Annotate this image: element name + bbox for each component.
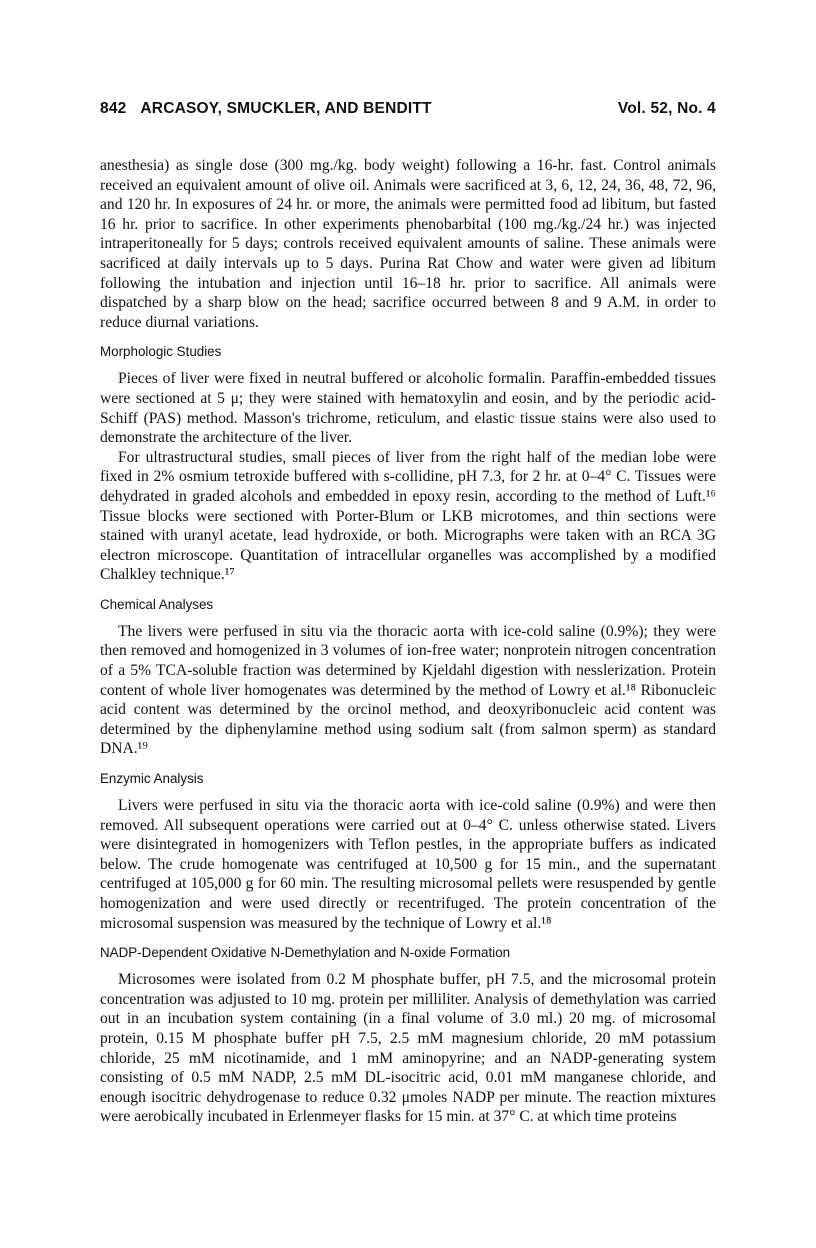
paragraph-histology: Pieces of liver were fixed in neutral buffered or alcoholic formalin. Paraffin-embedded tissues were sectioned at 5 μ; they were stained with hematoxylin and eosin, and by the periodic acid-Schiff (PAS) method. Masson's trichrome, reticulum, and elastic tissue stains were also used to demonstrate the architecture of the liver. [100, 370, 716, 447]
paragraph-continued: anesthesia) as single dose (300 mg./kg. body weight) following a 16-hr. fast. Control animals received an equivalent amount of olive oil. Animals were sacrificed at 3, 6, 12, 24, 36, 48, 72, 96, and 120 hr. In exposures of 24 hr. or more, the animals were permitted food ad libitum, but fasted 16 hr. prior to sacrifice. In other experiments phenobarbital (100 mg./kg./24 hr.) was injected intraperitoneally for 5 days; controls received equivalent amounts of saline. These animals were sacrificed at daily intervals up to 5 days. Purina Rat Chow and water were given ad libitum following the intubation and injection until 16–18 hr. prior to sacrifice. All animals were dispatched by a sharp blow on the head; sacrifice occurred between 8 and 9 A.M. in order to reduce diurnal variations. [100, 157, 716, 331]
paragraph-enzymic-analysis: Livers were perfused in situ via the thoracic aorta with ice-cold saline (0.9%) and were then removed. All subsequent operations were carried out at 0–4° C. unless otherwise stated. Livers were disintegrated in homogenizers with Teflon pestles, in the appropriate buffers as indicated below. The crude homogenate was centrifuged at 10,500 g for 15 min., and the supernatant centrifuged at 105,000 g for 60 min. The resulting microsomal pellets were resuspended by gentle homogenization and were used directly or recentrifuged. The protein concentration of the microsomal suspension was measured by the technique of Lowry et al.¹⁸ [100, 797, 716, 932]
heading-enzymic-analysis: Enzymic Analysis [100, 771, 204, 787]
paragraph-ultrastructure: For ultrastructural studies, small pieces of liver from the right half of the median lobe were fixed in 2% osmium tetroxide buffered with s-collidine, pH 7.3, for 2 hr. at 0–4° C. Tissues were dehydrated in graded alcohols and embedded in epoxy resin, according to the method of Luft.¹⁶ Tissue blocks were sectioned with Porter-Blum or LKB microtomes, and thin sections were stained with uranyl acetate, lead hydroxide, or both. Micrographs were taken with an RCA 3G electron microscope. Quantitation of intracellular organelles was accomplished by a modified Chalkley technique.¹⁷ [100, 448, 716, 584]
heading-morphologic-studies: Morphologic Studies [100, 344, 222, 360]
heading-chemical-analyses: Chemical Analyses [100, 596, 214, 612]
running-head-left [100, 100, 442, 118]
journal-page [100, 100, 716, 1127]
page-number: 842 [100, 100, 127, 117]
paragraph-chemical-analyses: The livers were perfused in situ via the thoracic aorta with ice-cold saline (0.9%); they were then removed and homogenized in 3 volumes of ion-free water; nonprotein nitrogen concentration of a 5% TCA-soluble fraction was determined by Kjeldahl digestion with nesslerization. Protein content of whole liver homogenates was determined by the method of Lowry et al.¹⁸ Ribonucleic acid content was determined by the orcinol method, and deoxyribonucleic acid content was determined by the diphenylamine method using sodium salt (from salmon sperm) as standard DNA.¹⁹ [100, 622, 716, 758]
volume-issue: Vol. 52, No. 4 [617, 100, 716, 117]
heading-n-demethylation: NADP-Dependent Oxidative N-Demethylation and N-oxide Formation [100, 945, 511, 961]
running-head [100, 100, 716, 118]
author-names: ARCASOY, SMUCKLER, AND BENDITT [140, 100, 432, 117]
paragraph-n-demethylation: Microsomes were isolated from 0.2 M phosphate buffer, pH 7.5, and the microsomal protein concentration was adjusted to 10 mg. protein per milliliter. Analysis of demethylation was carried out in an incubation system containing (in a final volume of 3.0 ml.) 20 mg. of microsomal protein, 0.15 M phosphate buffer pH 7.5, 2.5 mM magnesium chloride, 20 mM potassium chloride, 25 mM nicotinamide, and 1 mM aminopyrine; and an NADP-generating system consisting of 0.5 mM NADP, 2.5 mM DL-isocitric acid, 0.01 mM manganese chloride, and enough isocitric dehydrogenase to reduce 0.32 μmoles NADP per minute. The reaction mixtures were aerobically incubated in Erlenmeyer flasks for 15 min. at 37° C. at which time proteins [100, 971, 716, 1126]
